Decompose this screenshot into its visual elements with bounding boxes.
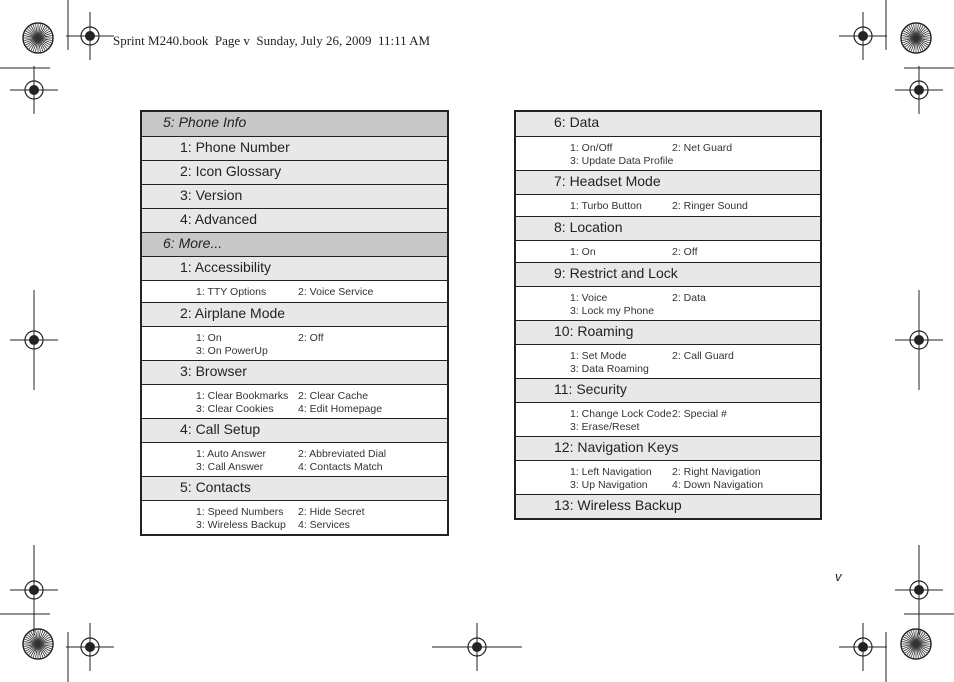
registration-mark-icon <box>66 12 114 60</box>
menu-label: 6: More... <box>163 235 223 251</box>
submenu-item: 1: Change Lock Code <box>570 408 672 420</box>
submenu-item: 1: TTY Options <box>196 286 267 298</box>
submenu-item: 1: Speed Numbers <box>196 506 284 518</box>
header-slug: Sprint M240.book Page v Sunday, July 26, 2009 11:11 AM <box>113 33 431 48</box>
submenu-item: 1: Turbo Button <box>570 200 642 212</box>
menu-label: 4: Advanced <box>180 211 258 227</box>
submenu-item: 2: Ringer Sound <box>672 200 748 212</box>
submenu-item: 1: On <box>570 246 596 258</box>
menu-label: 8: Location <box>554 219 623 235</box>
menu-label: 6: Data <box>554 114 600 130</box>
submenu-item: 4: Down Navigation <box>672 479 764 491</box>
submenu-item: 3: Lock my Phone <box>570 305 655 317</box>
submenu-item: 3: Clear Cookies <box>196 403 274 415</box>
menu-label: 13: Wireless Backup <box>554 497 682 513</box>
submenu-item: 3: Erase/Reset <box>570 421 640 433</box>
submenu-item: 1: On/Off <box>570 142 613 154</box>
registration-mark-icon <box>839 12 887 60</box>
registration-star-icon <box>901 23 931 53</box>
submenu-item: 3: Wireless Backup <box>196 519 286 531</box>
registration-mark-icon <box>10 66 58 114</box>
menu-label: 3: Version <box>180 187 243 203</box>
registration-mark-icon <box>66 623 114 671</box>
menu-label: 3: Browser <box>180 363 247 379</box>
menu-label: 1: Phone Number <box>180 139 290 155</box>
menu-label: 12: Navigation Keys <box>554 439 679 455</box>
submenu-item: 1: Auto Answer <box>196 448 267 460</box>
submenu-item: 1: Voice <box>570 292 608 304</box>
submenu-item: 2: Data <box>672 292 706 304</box>
submenu-item: 3: On PowerUp <box>196 345 268 357</box>
registration-mark-icon <box>839 623 887 671</box>
menu-label: 4: Call Setup <box>180 421 261 437</box>
menu-label: 1: Accessibility <box>180 259 272 275</box>
submenu-item: 1: Set Mode <box>570 350 627 362</box>
submenu-item: 2: Off <box>298 332 324 344</box>
submenu-item: 3: Update Data Profile <box>570 155 674 167</box>
menu-label: 5: Contacts <box>180 479 251 495</box>
submenu-item: 2: Abbreviated Dial <box>298 448 387 460</box>
submenu-item: 4: Services <box>298 519 350 531</box>
registration-star-icon <box>23 629 53 659</box>
registration-star-icon <box>23 23 53 53</box>
submenu-item: 1: On <box>196 332 222 344</box>
menu-label: 5: Phone Info <box>163 114 247 130</box>
registration-mark-icon <box>895 66 943 114</box>
menu-label: 11: Security <box>554 381 627 397</box>
registration-star-icon <box>901 629 931 659</box>
submenu-item: 3: Data Roaming <box>570 363 649 375</box>
submenu-item: 2: Clear Cache <box>298 390 369 402</box>
submenu-item: 4: Contacts Match <box>298 461 383 473</box>
page-number: v <box>835 569 842 584</box>
submenu-item: 2: Right Navigation <box>672 466 761 478</box>
menu-label: 10: Roaming <box>554 323 634 339</box>
submenu-item: 3: Call Answer <box>196 461 264 473</box>
submenu-item: 3: Up Navigation <box>570 479 648 491</box>
submenu-item: 2: Special # <box>672 408 727 420</box>
menu-label: 7: Headset Mode <box>554 173 661 189</box>
submenu-item: 1: Left Navigation <box>570 466 652 478</box>
submenu-item: 4: Edit Homepage <box>298 403 383 415</box>
submenu-item: 2: Voice Service <box>298 286 374 298</box>
submenu-item: 2: Net Guard <box>672 142 733 154</box>
menu-label: 2: Icon Glossary <box>180 163 282 179</box>
submenu-item: 1: Clear Bookmarks <box>196 390 289 402</box>
menu-label: 9: Restrict and Lock <box>554 265 678 281</box>
submenu-item: 2: Call Guard <box>672 350 734 362</box>
submenu-item: 2: Hide Secret <box>298 506 365 518</box>
menu-label: 2: Airplane Mode <box>180 305 286 321</box>
submenu-item: 2: Off <box>672 246 698 258</box>
